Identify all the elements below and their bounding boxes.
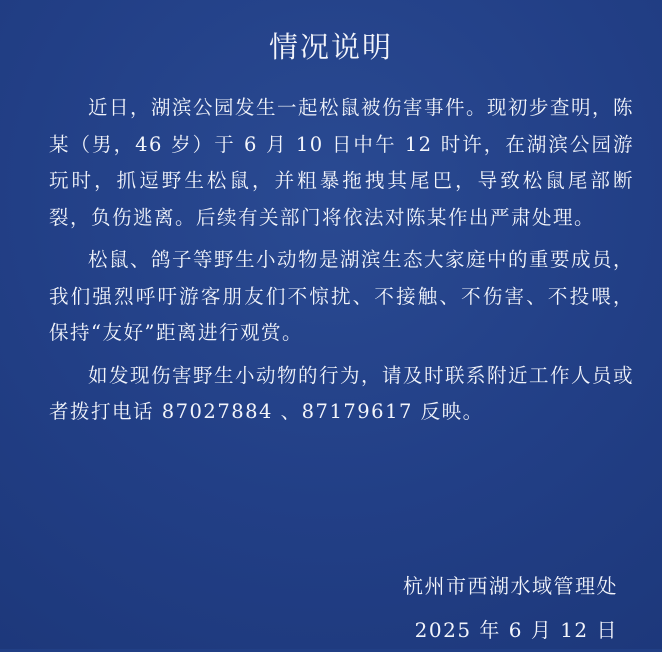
document-title: 情况说明	[268, 30, 393, 64]
issue-date: 2025 年 6 月 12 日	[414, 618, 618, 642]
paragraph-appeal: 松鼠、鸽子等野生小动物是湖滨生态大家庭中的重要成员，我们强烈呼吁游客朋友们不惊扰、不接触、不伤害、不投喂，保持“友好”距离进行观赏。	[49, 248, 635, 344]
paragraph-contact: 如发现伤害野生小动物的行为，请及时联系附近工作人员或者拨打电话 87027884 、87179617 反映。	[49, 363, 635, 423]
document-body	[49, 90, 634, 437]
issuer-name: 杭州市西湖水域管理处	[403, 574, 618, 598]
paragraph-incident: 近日，湖滨公园发生一起松鼠被伤害事件。现初步查明，陈某（男，46 岁）于 6 月 10 日中午 12 时许，在湖滨公园游玩时，抓逗野生松鼠，并粗暴拖拽其尾巴，导致松鼠尾部断裂，负伤逃离。后续有关部门将依法对陈某作出严肃处理。	[49, 96, 635, 229]
signature-block	[403, 564, 618, 652]
